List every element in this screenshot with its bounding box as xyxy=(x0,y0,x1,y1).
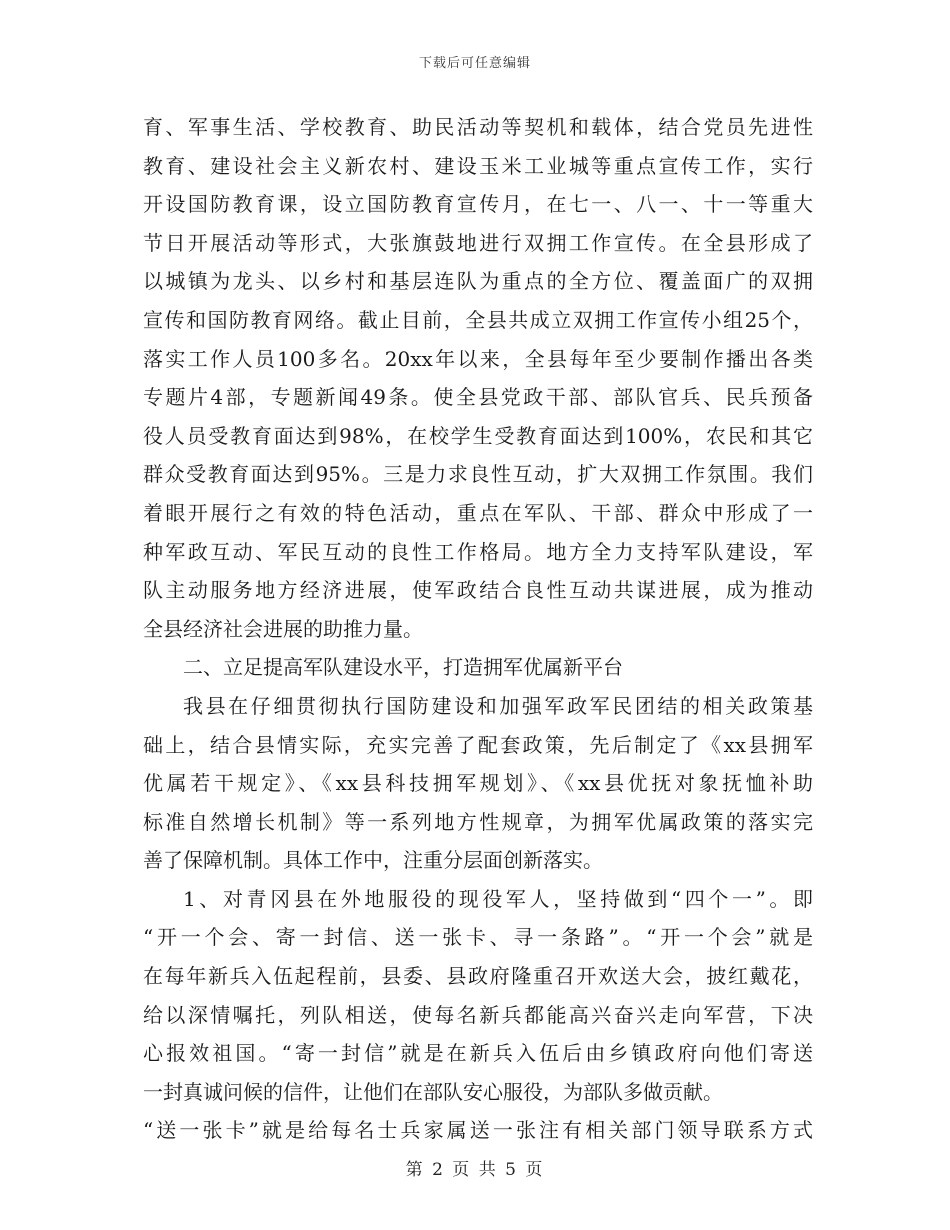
paragraph-line: 着眼开展行之有效的特色活动，重点在军队、干部、群众中形成了一 xyxy=(143,500,813,525)
paragraph-line: 一封真诚问候的信件，让他们在部队安心服役，为部队多做贡献。 xyxy=(143,1079,723,1104)
paragraph-line: 落实工作人员100多名。20xx年以来，全县每年至少要制作播出各类 xyxy=(143,346,813,371)
paragraph-line: “送一张卡”就是给每名士兵家属送一张注有相关部门领导联系方式 xyxy=(143,1118,813,1143)
paragraph-line: 以城镇为龙头、以乡村和基层连队为重点的全方位、覆盖面广的双拥 xyxy=(143,269,813,294)
document-body xyxy=(143,108,813,1150)
paragraph-line: 标准自然增长机制》等一系列地方性规章，为拥军优属政策的落实完 xyxy=(143,809,813,834)
paragraph-line: 专题片4部，专题新闻49条。使全县党政干部、部队官兵、民兵预备 xyxy=(143,385,813,410)
paragraph-line: 优属若干规定》、《xx县科技拥军规划》、《xx县优抚对象抚恤补助 xyxy=(143,771,813,796)
paragraph-line: 我县在仔细贯彻执行国防建设和加强军政军民团结的相关政策基 xyxy=(183,693,813,718)
paragraph-line: 给以深情嘱托，列队相送，使每名新兵都能高兴奋兴走向军营，下决 xyxy=(143,1002,813,1027)
page-number: 第 2 页 共 5 页 xyxy=(405,1160,545,1180)
paragraph-line: 种军政互动、军民互动的良性工作格局。地方全力支持军队建设，军 xyxy=(143,539,813,564)
paragraph-line: 教育、建设社会主义新农村、建设玉米工业城等重点宣传工作，实行 xyxy=(143,153,813,178)
paragraph-line: 础上，结合县情实际，充实完善了配套政策，先后制定了《xx县拥军 xyxy=(143,732,813,757)
paragraph-line: 队主动服务地方经济进展，使军政结合良性互动共谋进展，成为推动 xyxy=(143,578,813,603)
section-heading: 二、立足提高军队建设水平，打造拥军优属新平台 xyxy=(183,655,623,680)
paragraph-line: 节日开展活动等形式，大张旗鼓地进行双拥工作宣传。在全县形成了 xyxy=(143,230,813,255)
paragraph-line: 群众受教育面达到95%。三是力求良性互动，扩大双拥工作氛围。我们 xyxy=(143,462,813,487)
paragraph-line: 善了保障机制。具体工作中，注重分层面创新落实。 xyxy=(143,848,603,873)
paragraph-line: 宣传和国防教育网络。截止目前，全县共成立双拥工作宣传小组25个， xyxy=(143,307,813,332)
paragraph-line: 1、对青冈县在外地服役的现役军人，坚持做到“四个一”。即 xyxy=(183,886,813,911)
page-header: 下载后可任意编辑 xyxy=(418,56,531,71)
paragraph-line: 心报效祖国。“寄一封信”就是在新兵入伍后由乡镇政府向他们寄送 xyxy=(143,1041,813,1066)
paragraph-line: 在每年新兵入伍起程前，县委、县政府隆重召开欢送大会，披红戴花， xyxy=(143,964,813,989)
paragraph-line: “开一个会、寄一封信、送一张卡、寻一条路”。“开一个会”就是 xyxy=(143,925,813,950)
paragraph-line: 开设国防教育课，设立国防教育宣传月，在七一、八一、十一等重大 xyxy=(143,192,813,217)
paragraph-line: 育、军事生活、学校教育、助民活动等契机和载体，结合党员先进性 xyxy=(143,115,813,139)
paragraph-line: 役人员受教育面达到98%，在校学生受教育面达到100%，农民和其它 xyxy=(143,423,813,448)
paragraph-line: 全县经济社会进展的助推力量。 xyxy=(143,616,423,641)
